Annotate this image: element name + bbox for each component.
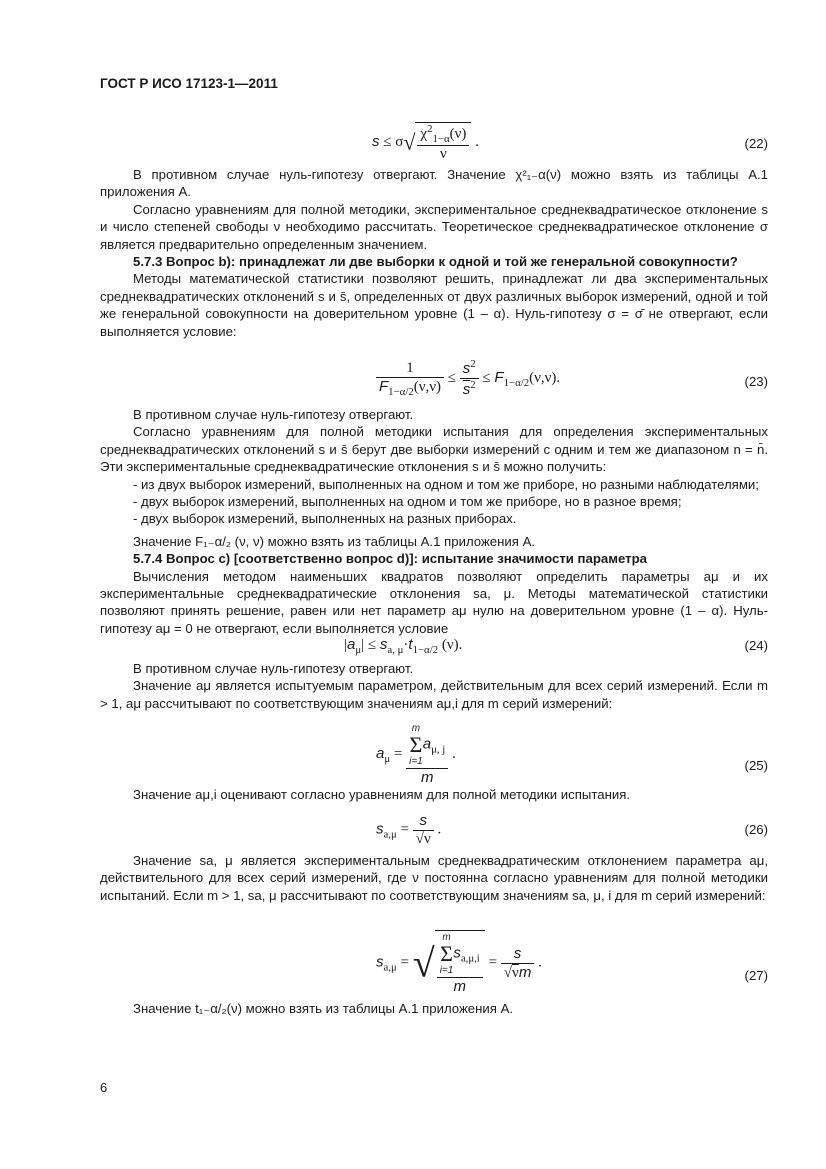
section-heading: 5.7.4 Вопрос c) [соответственно вопрос d)]: испытание значимости параметра	[133, 551, 648, 567]
paragraph: Значение aμ,i оценивают согласно уравнениям для полной методики испытания.	[133, 787, 631, 802]
text-block-2	[100, 406, 768, 637]
paragraph: Методы математической статистики позволяют решить, принадлежат ли два экспериментальных среднеквадратических отклонений s и s̄, определенных от двух различных выборок измерений, одной и той же генеральной совокупности на доверительном уровне (1 – α). Нуль-гипотезу σ = σ̄ не отвергают, если выполняется условие:	[100, 271, 768, 339]
equation-number: (22)	[744, 136, 768, 151]
paragraph: Значение F₁₋α/₂ (ν, ν) можно взять из таблицы А.1 приложения А.	[133, 533, 536, 549]
list-item: - двух выборок измерений, выполненных на разных приборах.	[133, 511, 517, 527]
equation-number: (25)	[744, 758, 768, 773]
list-item: - двух выборок измерений, выполненных на одном и том же приборе, но в разное время;	[133, 494, 682, 510]
page-number: 6	[100, 1080, 108, 1095]
section-heading: 5.7.3 Вопрос b): принадлежат ли две выборки к одной и той же генеральной совокупности?	[133, 254, 738, 270]
equation-23: $\frac{1}{F_{1-\alpha/2}(\nu,\nu)}$ ≤ $\frac{s^2}{\overline{s}^2}$ ≤ $F_{1-\alpha/2}(\nu,\nu)$. (23)	[100, 356, 768, 404]
text-block-6	[100, 1000, 768, 1017]
paragraph: Согласно уравнениям для полной методики, экспериментальное среднеквадратическое отклонение s и число степеней свободы ν необходимо рассчитать. Теоретическое среднеквадратическое отклонение σ является предварительно определенным значением.	[100, 201, 768, 252]
text-block-5	[100, 852, 768, 904]
equation-25: $a_\mu$ = m Σ i=1 $a_{\mu, j}$ m . (25)	[376, 723, 768, 786]
paragraph: В противном случае нуль-гипотезу отвергают. Значение χ²₁₋α(ν) можно взять из таблицы А.1 приложения А.	[100, 167, 768, 200]
paragraph: Согласно уравнениям для полной методики испытания для определения экспериментальных среднеквадратических отклонений s и s̄ берут две выборки измерений с одним и тем же диапазоном n = n̄. Эти экспериментальные среднеквадратические отклонения s и s̄ можно получить:	[100, 424, 768, 475]
paragraph: Вычисления методом наименьших квадратов позволяют определить параметры aμ и их экспериментальные среднеквадратические отклонения sa, μ. Методы математической статистики позволяют принять решение, равен или нет параметр aμ нулю на доверительном уровне (1 – α). Нуль-гипотезу aμ = 0 не отвергают, если выполняется условие	[100, 568, 768, 636]
text-block-4	[100, 786, 768, 803]
paragraph: В противном случае нуль-гипотезу отвергают.	[133, 661, 414, 676]
equation-number: (27)	[744, 968, 768, 983]
list-item: - из двух выборок измерений, выполненных на одном и том же приборе, но разными наблюдателями;	[133, 476, 759, 492]
paragraph: Значение t₁₋α/₂(ν) можно взять из таблицы А.1 приложения А.	[133, 1001, 514, 1016]
equation-27: $s_{a,\mu}$ = √ m Σ i=1 $s_{a,\mu,i}$ m = $\frac{s}{√\nu m}$ . (27)	[376, 932, 768, 995]
equation-24: $|a_\mu| \le s_{a, \mu}\cdot t_{1-\alpha/2}$ (ν). (24)	[344, 636, 768, 656]
paragraph: В противном случае нуль-гипотезу отвергают.	[133, 407, 414, 422]
paragraph: Значение aμ является испытуемым параметром, действительным для всех серий измерений. Если m > 1, aμ рассчитывают по соответствующим значениям aμ,i для m серий измерений:	[100, 678, 768, 711]
equation-number: (24)	[744, 638, 768, 653]
document-header: ГОСТ Р ИСО 17123-1—2011	[100, 76, 278, 91]
text-block-1	[100, 166, 768, 340]
equation-26: $s_{a,\mu}$ = $\frac{s}{√\nu}$ . (26)	[376, 812, 768, 847]
paragraph: Значение sa, μ является экспериментальным среднеквадратическим отклонением параметра aμ, действительного для всех серий измерений, где ν постоянна согласно уравнениям для полной методики испытаний. Если m > 1, sa, μ рассчитывают по соответствующим значениям sa, μ, i для m серий измерений:	[100, 853, 768, 903]
text-block-3	[100, 660, 768, 712]
equation-number: (23)	[744, 374, 768, 389]
equation-number: (26)	[744, 822, 768, 837]
equation-22: s ≤ σ√ $\frac{\chi^2_{1-\alpha}(\nu)}{\nu}$ . (22)	[372, 123, 768, 162]
